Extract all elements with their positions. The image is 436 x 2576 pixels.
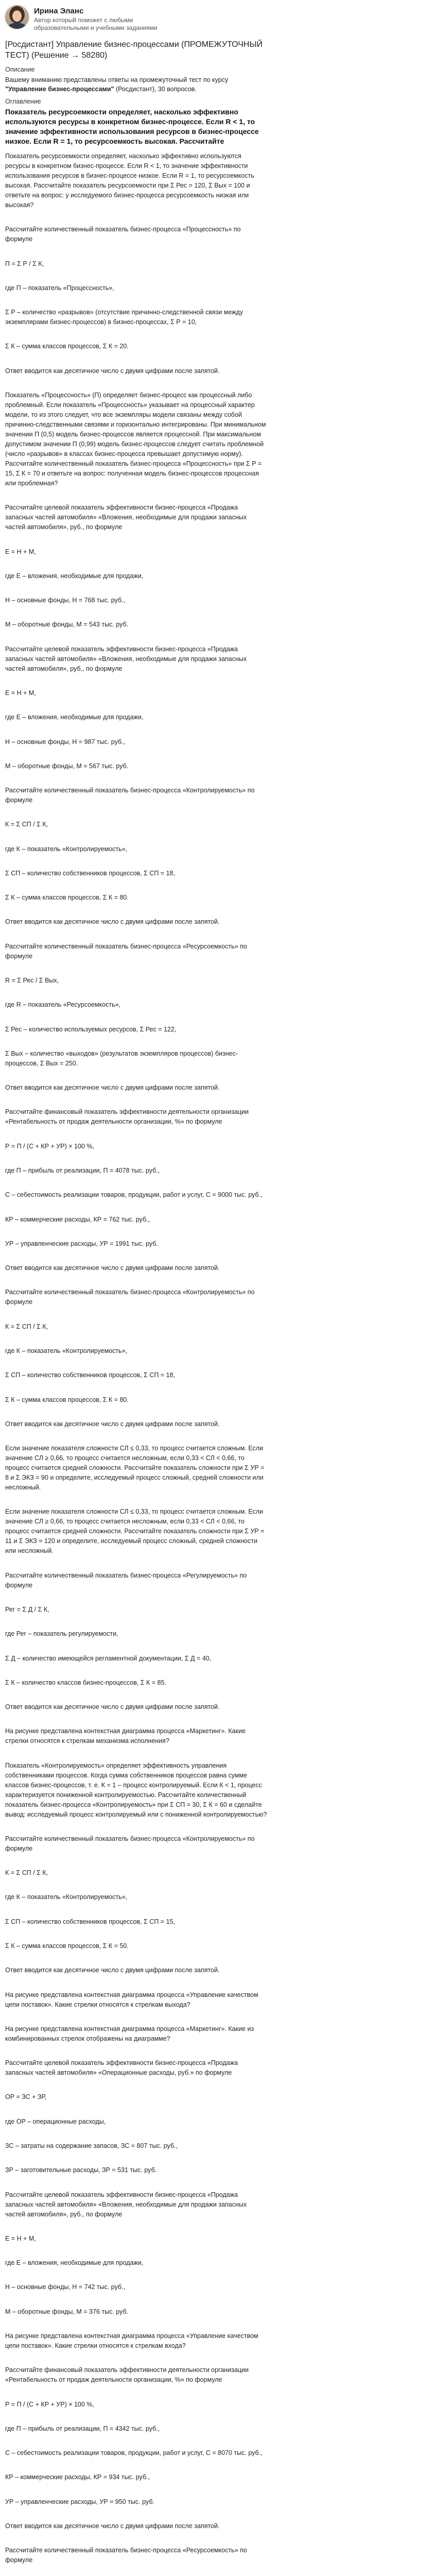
content-paragraph: С – себестоимость реализации товаров, продукции, работ и услуг, С = 9000 тыс. руб., bbox=[5, 1191, 263, 1199]
content-paragraph: ЗС – затраты на содержание запасов, ЗС = 807 тыс. руб., bbox=[5, 2142, 178, 2149]
content-paragraph: Рассчитайте целевой показатель эффективности бизнес-процесса «Продажа запасных частей автомобиля» «Вложения, необходимые для продажи запасных частей автомобиля», руб., по формуле bbox=[5, 504, 247, 531]
content-paragraph: На рисунке представлена контекстная диаграмма процесса «Маркетинг». Какие из комбинированных стрелок отображены на диаграмме? bbox=[5, 2025, 254, 2042]
avatar[interactable] bbox=[5, 5, 29, 29]
content-paragraph: К = Σ СП / Σ К, bbox=[5, 1869, 48, 1877]
author-meta bbox=[34, 5, 188, 32]
main-content bbox=[0, 39, 268, 2576]
content-paragraph: Рассчитайте целевой показатель эффективности бизнес-процесса «Продажа запасных частей автомобиля» «Операционные расходы, руб.» по формуле bbox=[5, 2059, 238, 2077]
content-paragraph: Рассчитайте финансовый показатель эффективности деятельности организации «Рентабельность от продаж деятельности организации, %» по формуле bbox=[5, 1108, 249, 1126]
content-paragraph: где П – прибыль от реализации, П = 4078 тыс. руб., bbox=[5, 1167, 160, 1174]
page-title: [Росдистант] Управление бизнес-процессами (ПРОМЕЖУТОЧНЫЙ ТЕСТ) (Решение → 58280) bbox=[5, 40, 263, 60]
content-paragraph: где П – показатель «Процессность», bbox=[5, 284, 114, 292]
content-paragraph: где К – показатель «Контролируемость», bbox=[5, 845, 128, 853]
content-paragraph: Рассчитайте целевой показатель эффективности бизнес-процесса «Продажа запасных частей автомобиля» «Вложения, необходимые для продажи запасных частей автомобиля», руб., по формуле bbox=[5, 2191, 247, 2218]
content-paragraph: где ОР – операционные расходы, bbox=[5, 2117, 106, 2125]
content-paragraph: Рассчитайте количественный показатель бизнес-процесса «Контролируемость» по формуле bbox=[5, 787, 255, 804]
content-paragraph: Рассчитайте количественный показатель бизнес-процесса «Контролируемость» по формуле bbox=[5, 1835, 255, 1852]
content-paragraph: Ответ вводится как десятичное число с двумя цифрами после запятой. bbox=[5, 1264, 220, 1272]
content-paragraph: Показатель ресурсоемкости определяет, насколько эффективно используются ресурсы в конкретном бизнес-процессе. Если R < 1, то значение эффективности использования ресурсов в бизнес-процессе низкое. Если R = 1, то ресурсоемкость высокая. Рассчитайте показатель ресурсоемкости при Σ Рес = 120, Σ Вых = 100 и ответьте на вопрос: у исследуемого бизнес-процесса ресурсоемкость низкая или высокая? bbox=[5, 152, 254, 209]
content-paragraph: где Е – вложения, необходимые для продажи, bbox=[5, 714, 144, 721]
content-paragraph: где К – показатель «Контролируемость», bbox=[5, 1893, 128, 1901]
content-paragraph: Рассчитайте финансовый показатель эффективности деятельности организации «Рентабельность от продаж деятельности организации, %» по формуле bbox=[5, 2366, 249, 2384]
content-paragraph: где Е – вложения, необходимые для продажи, bbox=[5, 2259, 144, 2267]
content-paragraph: На рисунке представлена контекстная диаграмма процесса «Управление качеством цепи поставок». Какие стрелки относятся к стрелкам входа? bbox=[5, 2332, 258, 2349]
content-paragraph: Σ СП – количество собственников процессов, Σ СП = 15, bbox=[5, 1918, 175, 1925]
content-paragraph: Н – основные фонды, Н = 987 тыс. руб., bbox=[5, 738, 126, 745]
content-paragraph: Р = П / (С + КР + УР) × 100 %, bbox=[5, 2400, 94, 2408]
content-paragraph: ОР = ЗС + ЗР, bbox=[5, 2093, 46, 2101]
content-paragraph: где Рег – показатель регулируемости, bbox=[5, 1630, 118, 1638]
content-paragraph: М – оборотные фонды, М = 567 тыс. руб. bbox=[5, 762, 129, 770]
content-paragraph: где R – показатель «Ресурсоемкость», bbox=[5, 1001, 121, 1009]
author-bar bbox=[0, 0, 436, 32]
content-paragraph: где П – прибыль от реализации, П = 4342 тыс. руб., bbox=[5, 2425, 160, 2432]
content-paragraph: Рассчитайте количественный показатель бизнес-процесса «Ресурсоемкость» по формуле bbox=[5, 2547, 247, 2564]
content-paragraph: УР – управленческие расходы, УР = 950 тыс. руб. bbox=[5, 2498, 154, 2505]
content-paragraph: Если значение показателя сложности СЛ ≤ 0,33, то процесс считается сложным. Если значение СЛ ≥ 0,66, то процесс считается несложным, если 0,33 < СЛ < 0,66, то процесс считается средней сложности. Рассчитайте показатель сложности при Σ УР = 8 и Σ ЭКЗ = 90 и определите, исследуемый процесс сложный, средней сложности или несложный. bbox=[5, 1445, 265, 1492]
content-paragraph: Н – основные фонды, Н = 768 тыс. руб., bbox=[5, 597, 126, 604]
content-paragraph: Ответ вводится как десятичное число с двумя цифрами после запятой. bbox=[5, 918, 220, 926]
question-list bbox=[5, 151, 268, 2576]
description-label: Описание bbox=[5, 66, 35, 73]
content-paragraph: Σ К – сумма классов процессов, Σ К = 80. bbox=[5, 1396, 129, 1403]
intro-text bbox=[5, 75, 268, 94]
course-name: "Управление бизнес-процессами" bbox=[5, 86, 114, 93]
content-paragraph: Рассчитайте количественный показатель бизнес-процесса «Контролируемость» по формуле bbox=[5, 1289, 255, 1306]
content-paragraph: Ответ вводится как десятичное число с двумя цифрами после запятой. bbox=[5, 1703, 220, 1711]
content-paragraph: Σ К – сумма классов процессов, Σ К = 20. bbox=[5, 343, 129, 350]
author-tagline: Автор который поможет с любыми образовательными и учебными заданиями bbox=[34, 16, 158, 31]
content-paragraph: Ответ вводится как десятичное число с двумя цифрами после запятой. bbox=[5, 1967, 220, 1974]
content-paragraph: КР – коммерческие расходы, КР = 934 тыс. руб., bbox=[5, 2473, 150, 2481]
content-paragraph: Σ К – сумма классов процессов, Σ К = 50. bbox=[5, 1942, 129, 1950]
content-paragraph: К = Σ СП / Σ К, bbox=[5, 1323, 48, 1330]
content-paragraph: Если значение показателя сложности СЛ ≤ 0,33, то процесс считается сложным. Если значение СЛ ≥ 0,66, то процесс считается несложным, если 0,33 < СЛ < 0,66, то процесс считается средней сложности. Рассчитайте показатель сложности при Σ УР = 11 и Σ ЭКЗ = 120 и определите, исследуемый процесс сложный, средней сложности или несложный. bbox=[5, 1508, 265, 1555]
content-paragraph: Σ К – сумма классов процессов, Σ К = 80. bbox=[5, 894, 129, 902]
content-paragraph: На рисунке представлена контекстная диаграмма процесса «Управление качеством цепи поставок». Какие стрелки относятся к стрелкам выхода? bbox=[5, 1991, 258, 2008]
content-paragraph: R = Σ Рес / Σ Вых, bbox=[5, 977, 59, 985]
content-paragraph: КР – коммерческие расходы, КР = 762 тыс. руб., bbox=[5, 1215, 150, 1223]
content-paragraph: Σ СП – количество собственников процессов, Σ СП = 18, bbox=[5, 869, 175, 877]
content-paragraph: Σ Д – количество имеющейся регламентной документации, Σ Д = 40, bbox=[5, 1654, 212, 1662]
content-paragraph: Σ Рес – количество используемых ресурсов, Σ Рес = 122, bbox=[5, 1025, 177, 1033]
intro-text-after: (Росдистант), 30 вопросов. bbox=[114, 86, 197, 93]
toc-label: Оглавление bbox=[5, 98, 41, 105]
content-paragraph: Рассчитайте количественный показатель бизнес-процесса «Ресурсоемкость» по формуле bbox=[5, 942, 247, 960]
content-paragraph: С – себестоимость реализации товаров, продукции, работ и услуг, С = 8070 тыс. руб., bbox=[5, 2449, 263, 2457]
content-paragraph: Ответ вводится как десятичное число с двумя цифрами после запятой. bbox=[5, 1084, 220, 1092]
content-paragraph: Ответ вводится как десятичное число с двумя цифрами после запятой. bbox=[5, 2522, 220, 2530]
intro-text-before: Вашему вниманию представлены ответы на промежуточный тест по курсу bbox=[5, 76, 229, 83]
content-paragraph: Ответ вводится как десятичное число с двумя цифрами после запятой. bbox=[5, 1420, 220, 1428]
content-paragraph: Σ К – количество классов бизнес-процессов, Σ К = 85. bbox=[5, 1679, 166, 1686]
toc-item[interactable]: Показатель ресурсоемкости определяет, насколько эффективно используются ресурсы в конкретном бизнес-процессе. Если R < 1, то значение эффективности использования ресурсов в бизнес-процессе низкое. Если R = 1, то ресурсоемкость высокая. Рассчитайте bbox=[5, 108, 259, 145]
content-paragraph: Е = Н + М, bbox=[5, 2234, 36, 2242]
content-paragraph: М – оборотные фонды, М = 543 тыс. руб. bbox=[5, 621, 129, 629]
content-paragraph: Е = Н + М, bbox=[5, 689, 36, 697]
content-paragraph: Рассчитайте количественный показатель бизнес-процесса «Регулируемость» по формуле bbox=[5, 1571, 247, 1589]
content-paragraph: Показатель «Контролируемость» определяет эффективность управления собственниками процессов. Когда сумма собственников процессов равна сумме классов бизнес-процессов, т. е. К = 1 – процесс контролируемый. Если К < 1, процесс характеризуется пониженной контролируемостью. Рассчитайте количественный показатель бизнес-процесса «Контролируемость» при Σ СП = 30, Σ К = 60 и сделайте вывод: исследуемый процесс контролируемый или с пониженной контролируемостью? bbox=[5, 1761, 267, 1818]
content-paragraph: где Е – вложения, необходимые для продажи, bbox=[5, 572, 144, 580]
content-paragraph: К = Σ СП / Σ К, bbox=[5, 821, 48, 828]
author-name-link[interactable]: Ирина Эланс bbox=[34, 7, 84, 15]
content-paragraph: Σ СП – количество собственников процессов, Σ СП = 18, bbox=[5, 1371, 175, 1379]
content-paragraph: М – оборотные фонды, М = 376 тыс. руб. bbox=[5, 2308, 129, 2315]
content-paragraph: Н – основные фонды, Н = 742 тыс. руб., bbox=[5, 2283, 126, 2291]
content-paragraph: Показатель «Процессность» (П) определяет бизнес-процесс как процессный либо проблемный. Если показатель «Процессность» указывает на процессный характер модели, то из этого следует, что все экземпляры модели связаны между собой причинно-следственными связями и горизонтально интегрированы. При минимальном значении П (0,5) модель бизнес-процессов является процессной. При максимальном допустимом значении П (0,99) модель бизнес-процессов следует считать проблемной (число «разрывов» в классах бизнес-процесса превышает допустимую норму). Рассчитайте количественный показатель бизнес-процесса «Процессность» при Σ Р = 15, Σ К = 70 и ответьте на вопрос: полученная модель бизнес-процессов процессная или проблемная? bbox=[5, 391, 266, 487]
content-paragraph: Р = П / (С + КР + УР) × 100 %, bbox=[5, 1142, 94, 1150]
content-paragraph: Рег = Σ Д / Σ К, bbox=[5, 1605, 49, 1613]
content-paragraph: УР – управленческие расходы, УР = 1991 тыс. руб. bbox=[5, 1240, 158, 1247]
content-paragraph: Ответ вводится как десятичное число с двумя цифрами после запятой. bbox=[5, 367, 220, 375]
content-paragraph: ЗР – заготовительные расходы, ЗР = 531 тыс. руб. bbox=[5, 2166, 157, 2174]
content-paragraph: Σ Вых – количество «выходов» (результатов экземпляров процессов) бизнес-процессов, Σ Вых = 250. bbox=[5, 1049, 238, 1067]
content-paragraph: где К – показатель «Контролируемость», bbox=[5, 1347, 128, 1354]
content-paragraph: Рассчитайте количественный показатель бизнес-процесса «Процессность» по формуле bbox=[5, 226, 241, 243]
content-paragraph: Рассчитайте целевой показатель эффективности бизнес-процесса «Продажа запасных частей автомобиля» «Вложения, необходимые для продажи запасных частей автомобиля», руб., по формуле bbox=[5, 645, 247, 672]
content-paragraph: П = Σ Р / Σ К, bbox=[5, 260, 44, 267]
content-paragraph: Е = Н + М, bbox=[5, 548, 36, 555]
content-paragraph: Σ Р – количество «разрывов» (отсутствие причинно-следственной связи между экземплярами бизнес-процессов) в бизнес-процессах, Σ Р = 10, bbox=[5, 309, 243, 326]
content-paragraph: На рисунке представлена контекстная диаграмма процесса «Маркетинг». Какие стрелки относятся к стрелкам механизма исполнения? bbox=[5, 1727, 246, 1745]
